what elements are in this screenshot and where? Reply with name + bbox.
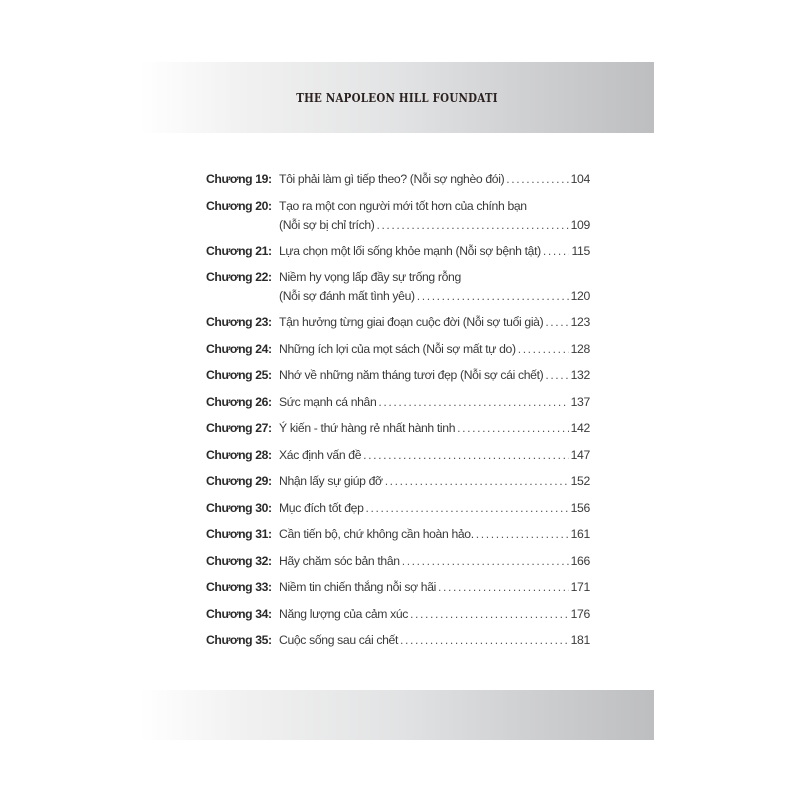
page-number: 132	[570, 368, 590, 382]
dot-leader	[378, 393, 568, 412]
page-number: 171	[570, 580, 590, 594]
chapter-label: Chương 19:	[206, 172, 272, 186]
chapter-title: Mục đích tốt đẹp	[279, 500, 364, 515]
page-number: 109	[570, 217, 590, 232]
chapter-label: Chương 35:	[206, 633, 272, 647]
page-number: 142	[570, 421, 590, 435]
toc-entry[interactable]	[206, 472, 590, 491]
toc-entry[interactable]	[206, 340, 590, 359]
chapter-title: Lựa chọn một lối sống khỏe mạnh (Nỗi sợ bệnh tật)	[279, 243, 541, 258]
footer-band	[140, 690, 654, 740]
toc-entry[interactable]	[206, 268, 590, 306]
toc-entry[interactable]	[206, 313, 590, 332]
chapter-title: Cuộc sống sau cái chết	[279, 633, 398, 647]
dot-leader	[476, 525, 569, 544]
chapter-title: Nhận lấy sự giúp đỡ	[279, 474, 383, 488]
chapter-label: Chương 30:	[206, 500, 272, 515]
chapter-label: Chương 27:	[206, 421, 272, 435]
chapter-label: Chương 32:	[206, 553, 272, 568]
dot-leader	[545, 313, 568, 332]
chapter-title: Hãy chăm sóc bản thân	[279, 553, 400, 568]
chapter-subtitle: (Nỗi sợ bị chỉ trích)	[279, 217, 375, 232]
page-number: 115	[571, 243, 590, 258]
toc-entry[interactable]	[206, 242, 590, 261]
dot-leader	[438, 578, 569, 597]
chapter-title: Ý kiến - thứ hàng rẻ nhất hành tinh	[279, 421, 456, 435]
dot-leader	[376, 216, 568, 235]
toc-entry[interactable]	[206, 170, 590, 189]
chapter-label: Chương 22:	[206, 270, 272, 284]
chapter-title: Niềm tin chiến thắng nỗi sợ hãi	[279, 580, 437, 594]
chapter-label: Chương 34:	[206, 606, 272, 621]
dot-leader	[543, 242, 570, 261]
chapter-title: Xác định vấn đề	[279, 447, 362, 462]
toc-entry[interactable]	[206, 197, 590, 235]
running-title: THE NAPOLEON HILL FOUNDATI	[296, 90, 498, 105]
dot-leader	[457, 419, 568, 438]
dot-leader	[410, 605, 569, 624]
chapter-title: Tạo ra một con người mới tốt hơn của chính bạn	[279, 198, 527, 213]
chapter-title: Nhớ về những năm tháng tươi đẹp (Nỗi sợ cái chết)	[279, 368, 544, 382]
page-number: 147	[570, 447, 590, 462]
page-number: 120	[570, 289, 590, 303]
dot-leader	[400, 631, 569, 650]
toc-entry[interactable]	[206, 393, 590, 412]
page-number: 176	[570, 606, 590, 621]
chapter-label: Chương 25:	[206, 368, 272, 382]
page-number: 137	[570, 394, 590, 409]
chapter-label: Chương 31:	[206, 527, 272, 541]
page-number: 152	[570, 474, 590, 488]
chapter-label: Chương 23:	[206, 315, 272, 329]
toc-entry[interactable]	[206, 525, 590, 544]
dot-leader	[506, 170, 568, 189]
chapter-subtitle: (Nỗi sợ đánh mất tình yêu)	[279, 289, 415, 303]
chapter-title: Sức mạnh cá nhân	[279, 394, 377, 409]
page-number: 128	[570, 341, 590, 356]
chapter-title: Tận hưởng từng giai đoạn cuộc đời (Nỗi sợ tuổi già)	[279, 315, 544, 329]
chapter-label: Chương 21:	[206, 243, 272, 258]
page-number: 161	[570, 527, 590, 541]
toc-entry[interactable]	[206, 605, 590, 624]
chapter-title: Cần tiến bộ, chứ không cần hoàn hảo.	[279, 527, 474, 541]
dot-leader	[363, 446, 568, 465]
chapter-label: Chương 24:	[206, 341, 272, 356]
toc-entry[interactable]	[206, 419, 590, 438]
dot-leader	[402, 552, 569, 571]
chapter-title: Niềm hy vọng lấp đầy sự trống rỗng	[279, 270, 461, 284]
chapter-title: Tôi phải làm gì tiếp theo? (Nỗi sợ nghèo đói)	[279, 172, 505, 186]
chapter-label: Chương 28:	[206, 447, 272, 462]
dot-leader	[545, 366, 568, 385]
toc-entry[interactable]	[206, 366, 590, 385]
toc-entry[interactable]	[206, 578, 590, 597]
chapter-title: Những ích lợi của mọt sách (Nỗi sợ mất tự do)	[279, 341, 516, 356]
chapter-label: Chương 29:	[206, 474, 272, 488]
chapter-label: Chương 20:	[206, 198, 272, 213]
toc-entry[interactable]	[206, 446, 590, 465]
page-number: 156	[570, 500, 590, 515]
dot-leader	[385, 472, 569, 491]
chapter-title: Năng lượng của cảm xúc	[279, 606, 409, 621]
table-of-contents	[206, 170, 590, 658]
dot-leader	[518, 340, 569, 359]
dot-leader	[366, 499, 569, 518]
page-number: 104	[570, 172, 590, 186]
chapter-label: Chương 26:	[206, 394, 272, 409]
page-number: 181	[570, 633, 590, 647]
chapter-label: Chương 33:	[206, 580, 272, 594]
page-number: 166	[570, 553, 590, 568]
page-number: 123	[570, 315, 590, 329]
toc-entry[interactable]	[206, 499, 590, 518]
dot-leader	[417, 287, 569, 306]
toc-entry[interactable]	[206, 631, 590, 650]
toc-entry[interactable]	[206, 552, 590, 571]
